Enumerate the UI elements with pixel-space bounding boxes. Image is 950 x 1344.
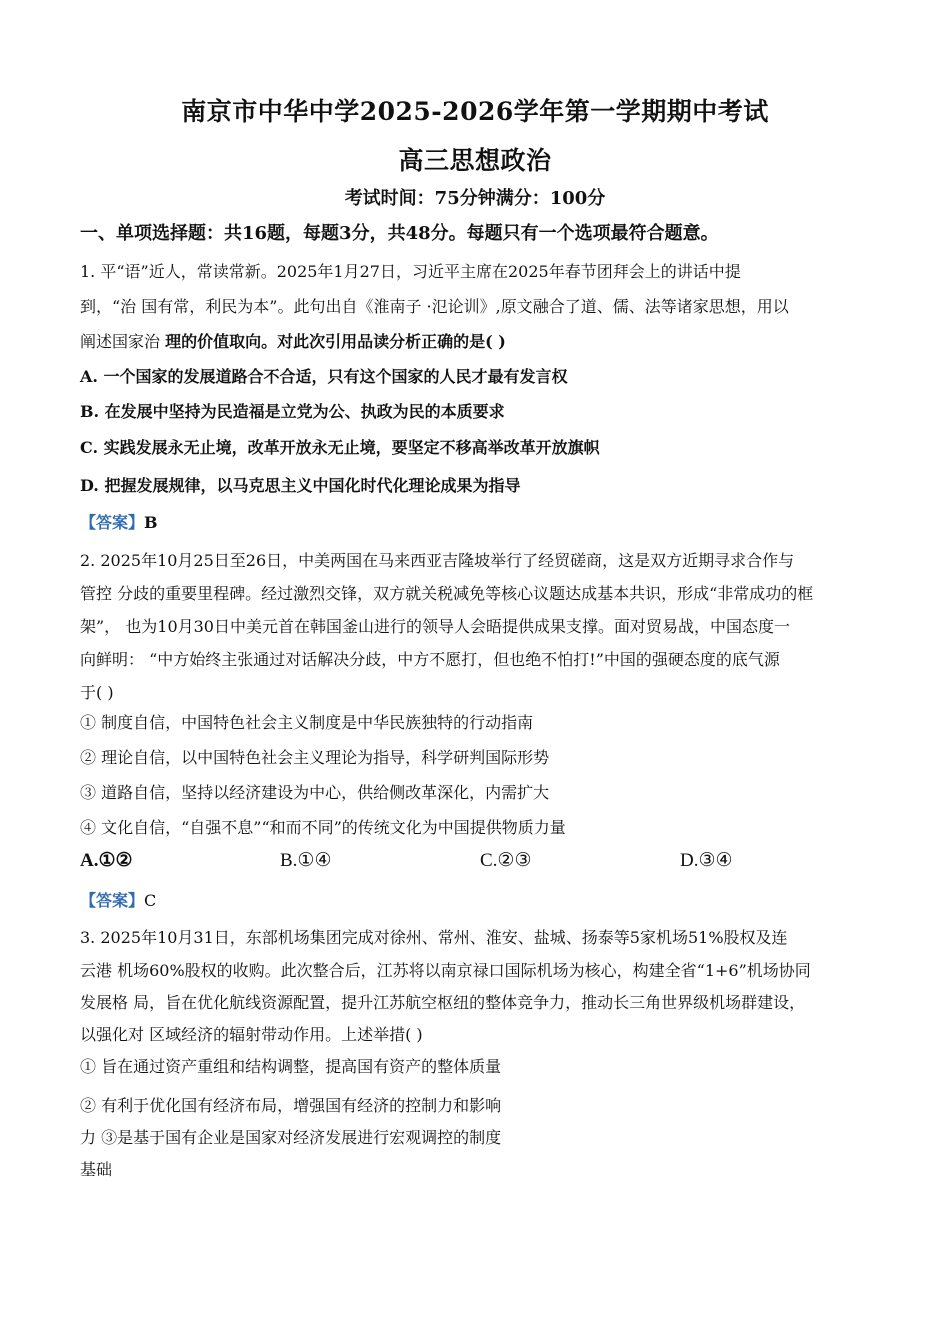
q2-statement-4: ④ 文化自信，“自强不息”“和而不同”的传统文化为中国提供物质力量	[80, 818, 566, 837]
q1-option-c: C. 实践发展永无止境，改革开放永无止境，要坚定不移高举改革开放旗帜	[80, 438, 600, 457]
q2-choice-a: A.①②	[80, 850, 133, 871]
q2-choice-c: C.②③	[480, 850, 532, 871]
q2-line-3: 架”， 也为10月30日中美元首在韩国釜山进行的领导人会晤提供成果支撑。面对贸易战，中国态度一	[80, 617, 790, 636]
q1-answer-value: B	[144, 513, 158, 532]
q2-answer	[80, 891, 156, 910]
q3-statement-4: 基础	[80, 1160, 113, 1179]
q1-line-3-bold: 理的价值取向。对此次引用品读分析正确的是( )	[165, 332, 506, 351]
q3-line-3: 发展格 局，旨在优化航线资源配置，提升江苏航空枢纽的整体竞争力，推动长三角世界级机场群建设，	[80, 993, 806, 1012]
exam-title: 南京市中华中学2025-2026学年第一学期期中考试	[181, 97, 769, 126]
q1-line-1: 1. 平“语”近人，常读常新。2025年1月27日，习近平主席在2025年春节团拜会上的讲话中提	[80, 262, 741, 281]
q3-line-1: 3. 2025年10月31日，东部机场集团完成对徐州、常州、淮安、盐城、扬泰等5家机场51%股权及连	[80, 928, 788, 947]
q3-statement-1: ① 旨在通过资产重组和结构调整，提高国有资产的整体质量	[80, 1057, 502, 1076]
q1-line-3	[80, 332, 506, 351]
q2-answer-label: 【答案】	[80, 891, 145, 910]
q3-line-2: 云港 机场60%股权的收购。此次整合后，江苏将以南京禄口国际机场为核心，构建全省“1+6”机场协同	[80, 961, 811, 980]
q2-line-1: 2. 2025年10月25日至26日，中美两国在马来西亚吉隆坡举行了经贸磋商，这是双方近期寻求合作与	[80, 551, 795, 570]
q2-statement-3: ③ 道路自信，坚持以经济建设为中心，供给侧改革深化，内需扩大	[80, 783, 550, 802]
q2-statement-2: ② 理论自信，以中国特色社会主义理论为指导，科学研判国际形势	[80, 748, 550, 767]
q1-line-3-plain: 阐述国家治	[80, 332, 166, 351]
section-heading: 一、单项选择题：共16题，每题3分，共48分。每题只有一个选项最符合题意。	[80, 223, 719, 244]
q1-answer-label: 【答案】	[80, 513, 145, 532]
exam-subject: 高三思想政治	[398, 146, 552, 175]
q2-statement-1: ① 制度自信，中国特色社会主义制度是中华民族独特的行动指南	[80, 713, 534, 732]
q2-line-4: 向鲜明： “中方始终主张通过对话解决分歧，中方不愿打，但也绝不怕打!”中国的强硬态度的底气源	[80, 650, 780, 669]
q3-statement-2: ② 有利于优化国有经济布局，增强国有经济的控制力和影响	[80, 1096, 502, 1115]
q3-statement-3: 力 ③是基于国有企业是国家对经济发展进行宏观调控的制度	[80, 1128, 502, 1147]
exam-info: 考试时间：75分钟满分：100分	[344, 188, 606, 209]
q3-line-4: 以强化对 区域经济的辐射带动作用。上述举措( )	[80, 1025, 423, 1044]
q2-line-5: 于( )	[80, 683, 114, 702]
q1-line-2: 到，“治 国有常，利民为本”。此句出自《淮南子 ·氾论训》,原文融合了道、儒、法等诸家思想，用以	[80, 297, 789, 316]
q2-choice-b: B.①④	[280, 850, 332, 871]
q2-line-2: 管控 分歧的重要里程碑。经过激烈交锋，双方就关税减免等核心议题达成基本共识，形成“非常成功的框	[80, 584, 814, 603]
q1-option-b: B. 在发展中坚持为民造福是立党为公、执政为民的本质要求	[80, 402, 505, 421]
q2-answer-value: C	[144, 891, 157, 910]
q2-choice-d: D.③④	[680, 850, 733, 871]
q1-option-d: D. 把握发展规律，以马克思主义中国化时代化理论成果为指导	[80, 476, 521, 495]
q1-option-a: A. 一个国家的发展道路合不合适，只有这个国家的人民才最有发言权	[80, 367, 568, 386]
q1-answer	[80, 513, 158, 532]
